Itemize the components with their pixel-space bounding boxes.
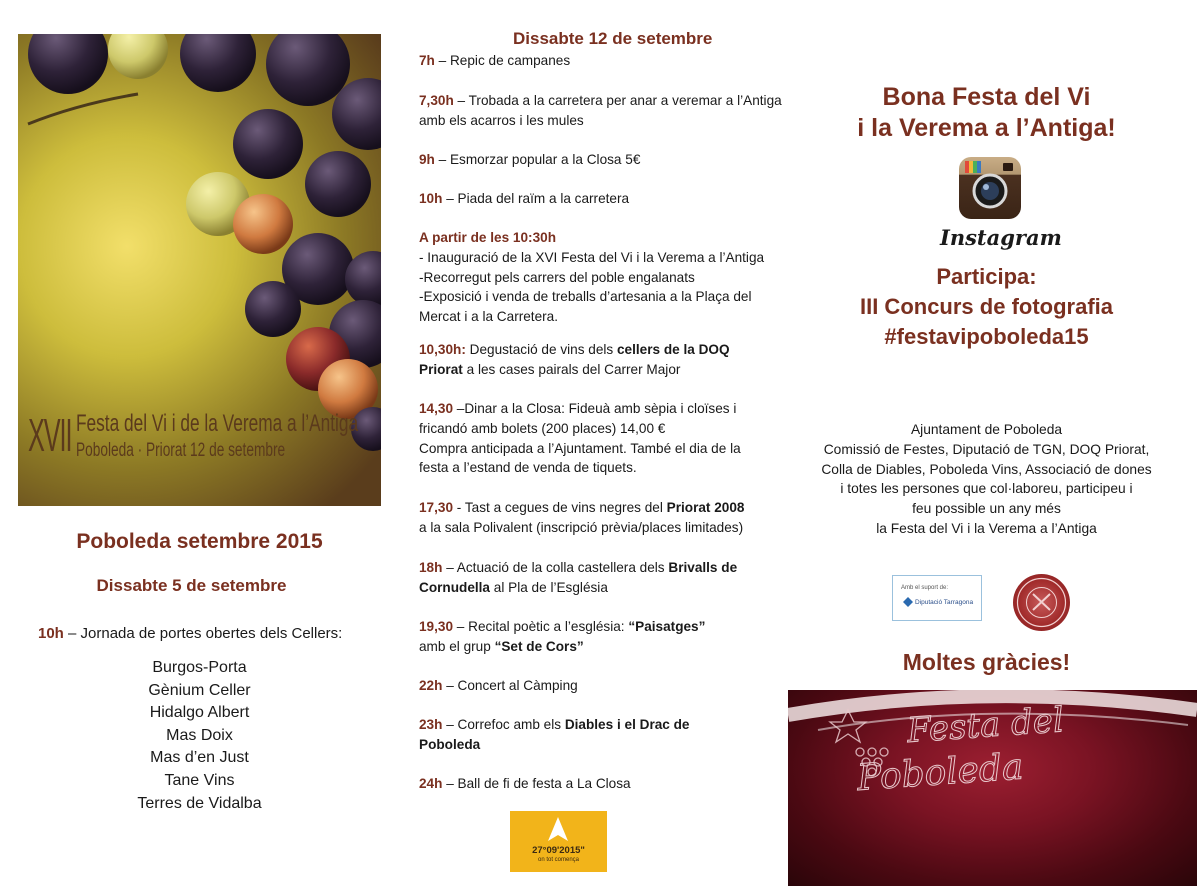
event-item: 7,30h – Trobada a la carretera per anar a veremar a l’Antiga amb els acarros i les mules <box>419 93 782 128</box>
event-item: A partir de les 10:30h - Inauguració de la XVI Festa del Vi i la Verema a l’Antiga -Recorregut pels carrers del poble engalanats -Exposició i venda de treballs d’artesania a la Plaça del Mercat i a la Carretera. <box>419 230 765 325</box>
instagram-camera-icon <box>959 157 1021 219</box>
event-item: 24h – Ball de fi de festa a La Closa <box>419 776 631 791</box>
support-label: Amb el suport de: <box>901 585 949 591</box>
celler-item: Mas d’en Just <box>150 749 249 767</box>
open-doors-text: – Jornada de portes obertes dels Cellers: <box>63 625 343 642</box>
poster-line1: Festa del Vi i de la Verema a l’Antiga <box>76 410 359 437</box>
event-item: 10,30h: Degustació de vins dels cellers de la DOQ Priorat a les cases pairals del Carrer Major <box>419 342 730 377</box>
glass-text-line1: Festa del <box>905 700 1066 751</box>
event-item: 10h – Piada del raïm a la carretera <box>419 191 630 206</box>
event-item: 23h – Correfoc amb els Diables i el Drac de Poboleda <box>419 717 690 752</box>
diputacio-support-logo <box>892 575 982 621</box>
glass-text-line2: Poboleda <box>855 746 1025 799</box>
celler-item: Tane Vins <box>164 771 235 789</box>
event-item: 14,30 –Dinar a la Closa: Fideuà amb sèpia i cloïses i fricandó amb bolets (200 places) 14,00 € Compra anticipada a l’Ajuntament. També el dia de la festa a l’estand de venda de tiquets. <box>419 401 741 476</box>
celler-item: Mas Doix <box>166 726 233 744</box>
thanks-heading: Moltes gràcies! <box>902 649 1071 675</box>
contest-name: III Concurs de fotografia <box>859 294 1114 319</box>
open-doors-line <box>38 625 342 642</box>
celler-item: Hidalgo Albert <box>149 704 250 722</box>
contest-hashtag: #festavipoboleda15 <box>884 324 1089 349</box>
poster-image <box>18 34 381 506</box>
diputacio-diamond-icon <box>903 597 913 607</box>
instagram-wordmark: Instagram <box>940 225 1062 250</box>
saturday-12-heading: Dissabte 12 de setembre <box>513 29 713 48</box>
event-item: 19,30 – Recital poètic a l’església: “Paisatges” amb el grup “Set de Cors” <box>419 619 706 654</box>
cellers-list <box>18 657 381 815</box>
celler-item: Terres de Vidalba <box>137 794 262 812</box>
event-item: 22h – Concert al Càmping <box>419 678 578 693</box>
logo-tagline: on tot comença <box>537 857 580 863</box>
municipal-seal-logo <box>1013 574 1070 631</box>
event-item: 7h – Repic de campanes <box>419 53 571 68</box>
celler-item: Burgos-Porta <box>152 659 247 676</box>
poster-line2: Poboleda · Priorat 12 de setembre <box>76 440 286 461</box>
photo-contest-block <box>800 262 1173 352</box>
greeting-title: Bona Festa del Vi i la Verema a l’Antiga! <box>857 83 1116 142</box>
saturday-5-heading: Dissabte 5 de setembre <box>96 576 287 595</box>
poster-edition: XVII <box>28 409 72 461</box>
event-item: 9h – Esmorzar popular a la Closa 5€ <box>419 152 641 167</box>
participa-label: Participa: <box>936 264 1037 289</box>
wine-glass-photo <box>788 690 1197 886</box>
celler-item: Gènium Celler <box>148 681 251 699</box>
acknowledgements: Ajuntament de Poboleda Comissió de Festes, Diputació de TGN, DOQ Priorat, Colla de Diables, Poboleda Vins, Associació de dones i totes les persones que col·laboreu, participeu i feu possible un any més la Festa del Vi i la Verema a l’Antiga <box>821 422 1152 536</box>
logo-date: 27°09'2015" <box>532 845 585 856</box>
glass-engraving-illustration <box>788 690 1197 886</box>
event-date-logo <box>510 811 607 872</box>
left-heading: Poboleda setembre 2015 <box>76 530 323 553</box>
open-doors-time: 10h <box>38 625 64 642</box>
event-item: 18h – Actuació de la colla castellera dels Brivalls de Cornudella al Pla de l’Església <box>419 560 738 595</box>
support-name: Diputació Tarragona <box>915 599 974 606</box>
event-item: 17,30 - Tast a cegues de vins negres del Priorat 2008 a la sala Polivalent (inscripció prèvia/places limitades) <box>419 500 745 535</box>
